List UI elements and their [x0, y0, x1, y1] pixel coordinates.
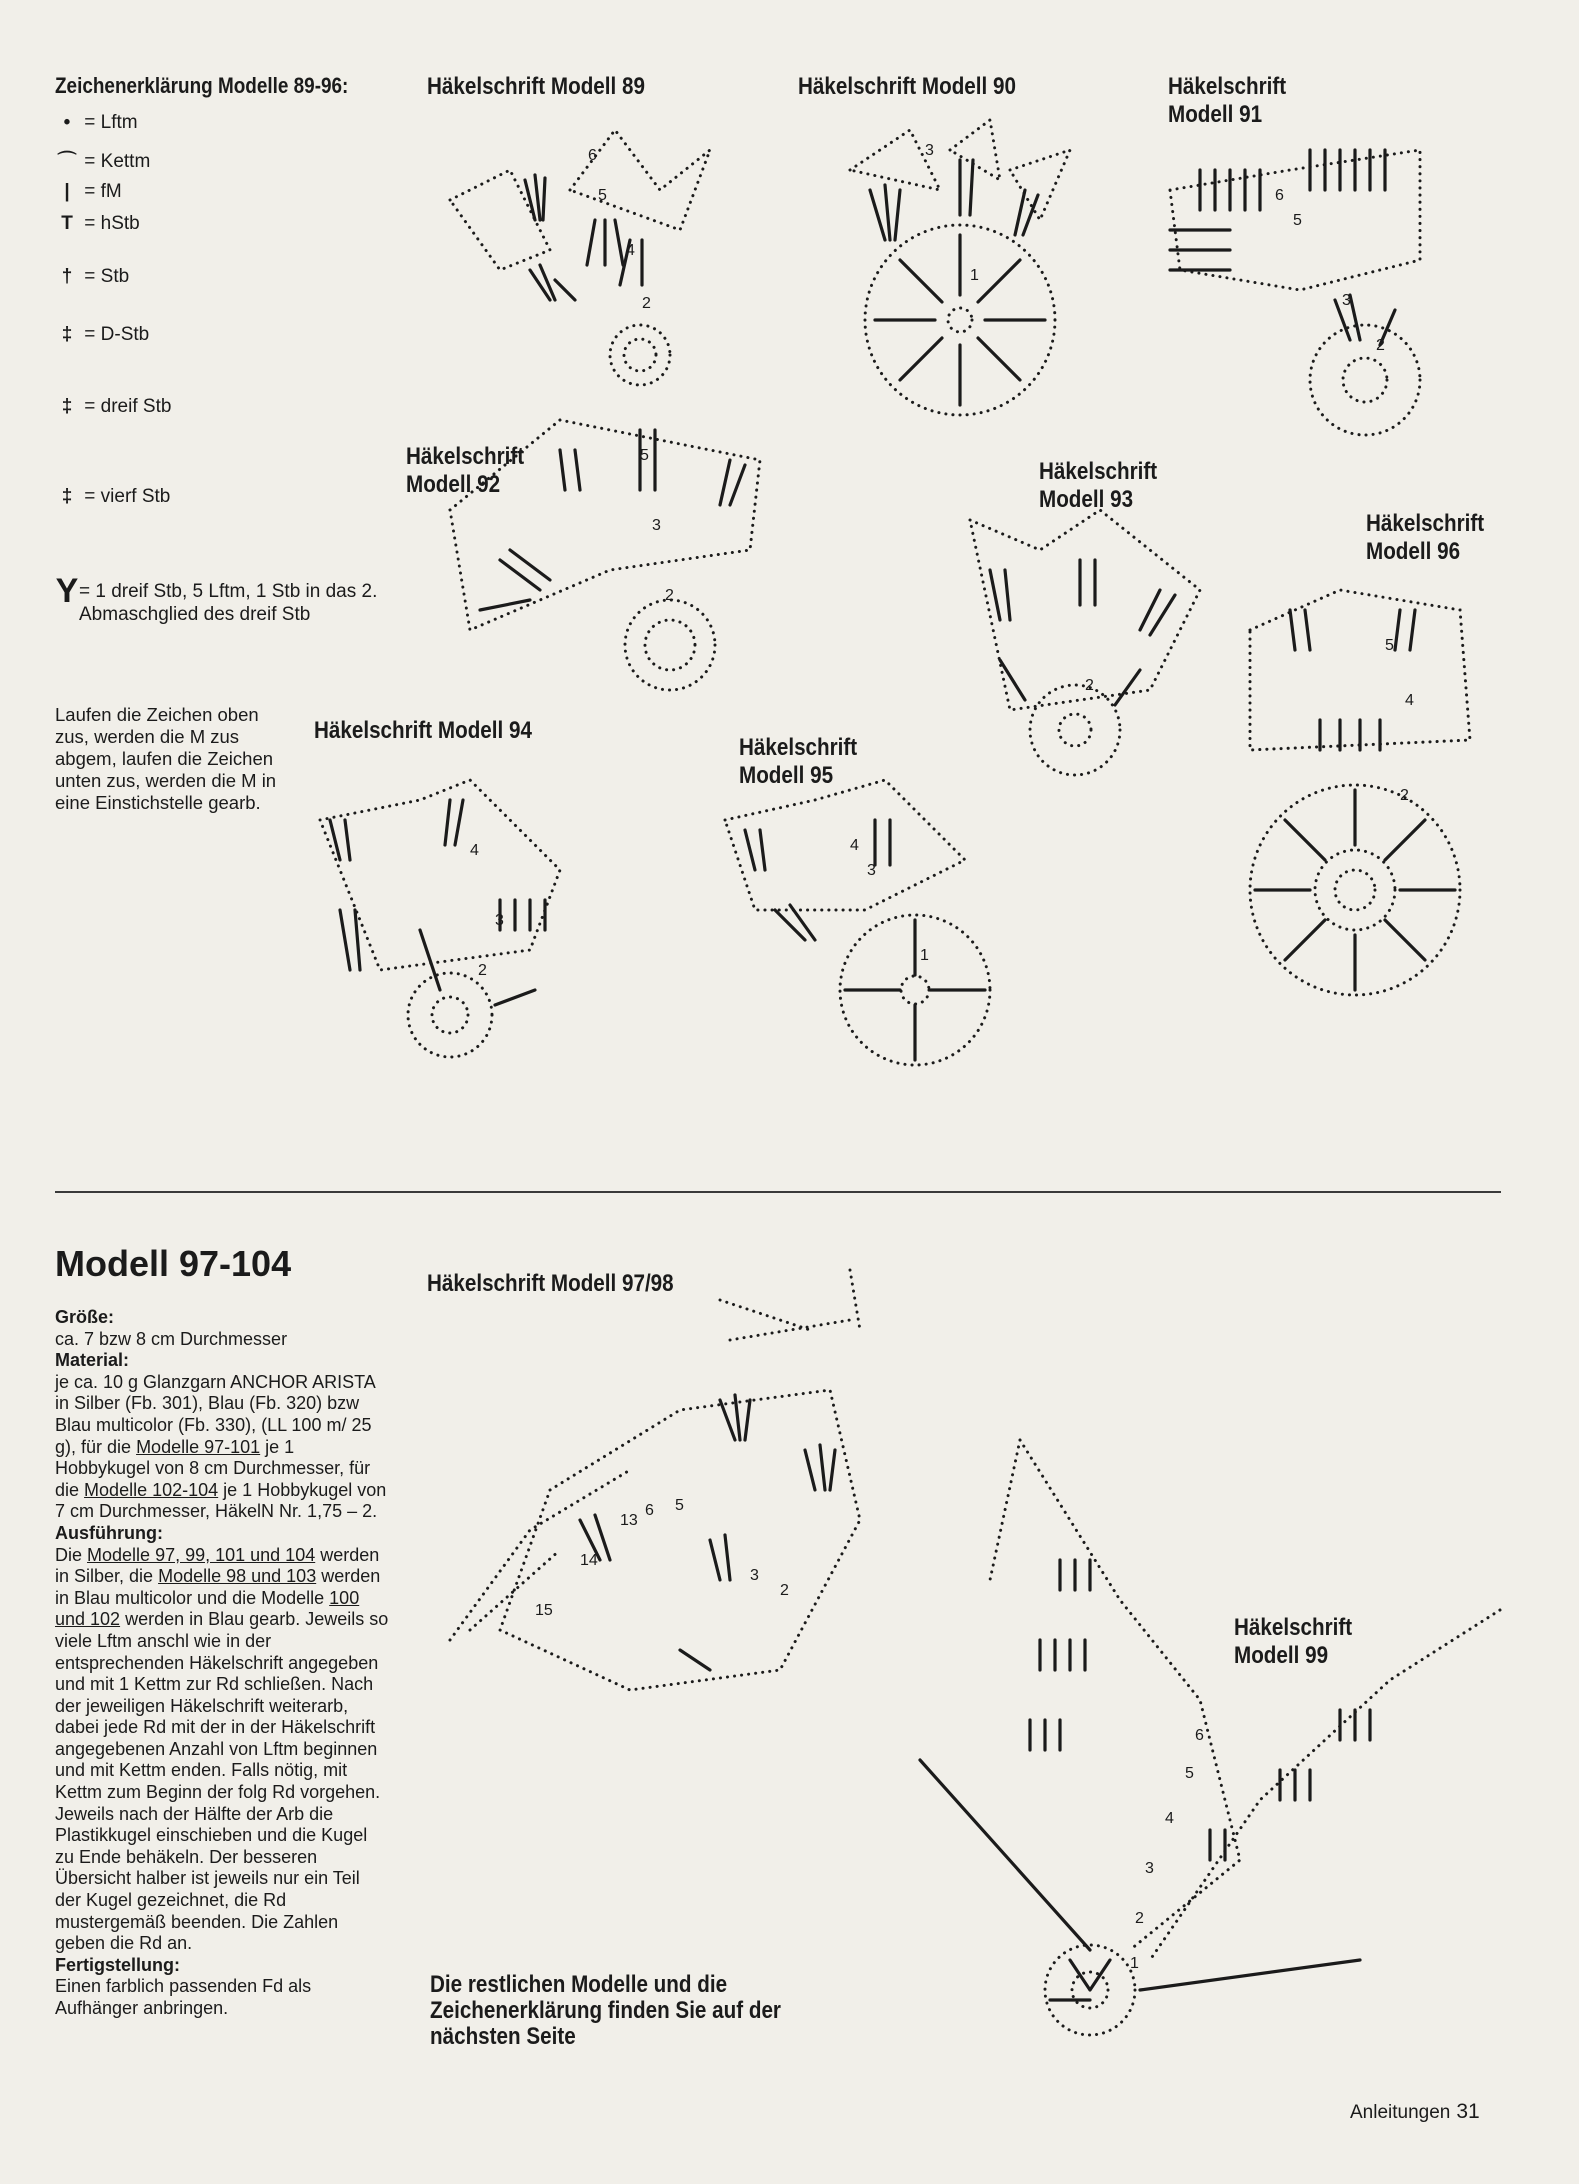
legend-item-kettm — [55, 146, 150, 173]
chain-stitch-icon: • — [63, 112, 71, 133]
svg-text:4: 4 — [1405, 692, 1414, 709]
legend-label: = vierf Stb — [84, 486, 171, 507]
diagram-label-97-98: Häkelschrift Modell 97/98 — [427, 1270, 674, 1297]
svg-text:14: 14 — [580, 1552, 598, 1569]
legend-item-vierf — [55, 486, 170, 508]
svg-text:3: 3 — [652, 517, 661, 534]
legend-label: = hStb — [84, 213, 140, 234]
svg-text:2: 2 — [1085, 677, 1094, 694]
slip-stitch-icon: ⌒ — [57, 151, 77, 172]
crochet-chart-92 — [440, 400, 790, 700]
page-number: 31 — [1456, 2100, 1480, 2123]
svg-text:5: 5 — [1293, 212, 1302, 229]
page-footer — [1350, 2100, 1480, 2124]
svg-text:13: 13 — [620, 1512, 638, 1529]
svg-text:2: 2 — [1135, 1910, 1144, 1927]
single-crochet-icon: | — [64, 181, 70, 202]
diagram-label-94: Häkelschrift Modell 94 — [314, 717, 532, 744]
svg-text:1: 1 — [1130, 1955, 1139, 1972]
treble-icon: ‡ — [61, 324, 73, 345]
heading-ausfuehrung: Ausführung: — [55, 1522, 163, 1543]
diagram-label-90: Häkelschrift Modell 90 — [798, 73, 1016, 100]
legend-item-dstb — [55, 324, 149, 346]
diagram-label-89: Häkelschrift Modell 89 — [427, 73, 645, 100]
text-ausfuehrung: Die Modelle 97, 99, 101 und 104 werden in Silber, die Modelle 98 und 103 werden in Blau multicolor und die Modelle 100 und 102 werden in Blau gearb. Jeweils so viele Lftm anschl wie in der entsprechenden Häkelschrift angegeben und mit 1 Kettm zur Rd schließen. Nach der jeweiligen Häkelschrift weiterarb, dabei jede Rd mit der in der Häkelschrift angegebenen Anzahl von Lftm beginnen und mit Kettm enden. Falls nötig, mit Kettm zum Beginn der folg Rd vorgehen. Jeweils nach der Hälfte der Arb die Plastikkugel einschieben und die Kugel zu Ende behäkeln. Der besseren Übersicht halber ist jeweils nur ein Teil der Kugel gezeichnet, die Rd mustergemäß beenden. Die Zahlen geben die Rd an. — [55, 1544, 389, 1954]
instructions-text — [55, 1307, 390, 2020]
crochet-chart-96 — [1230, 570, 1500, 1020]
triple-treble-icon: ‡ — [61, 396, 73, 417]
legend-item-hstb — [55, 213, 140, 235]
svg-text:2: 2 — [780, 1582, 789, 1599]
svg-text:5: 5 — [598, 187, 607, 204]
text-fertigstellung: Einen farblich passenden Fd als Aufhänger anbringen. — [55, 1976, 312, 2018]
svg-text:3: 3 — [1342, 292, 1351, 309]
svg-text:2: 2 — [1376, 337, 1385, 354]
diagram-label-96: Häkelschrift Modell 96 — [1366, 510, 1485, 565]
section-divider — [55, 1191, 1501, 1193]
crochet-chart-89 — [430, 110, 730, 410]
double-crochet-icon: † — [61, 266, 73, 287]
svg-text:2: 2 — [1400, 787, 1409, 804]
legend-item-dreif — [55, 396, 171, 418]
legend-label: = D-Stb — [84, 324, 150, 345]
crochet-chart-97-98 — [430, 1270, 910, 1740]
crochet-chart-94 — [300, 760, 640, 1070]
text-material: je ca. 10 g Glanzgarn ANCHOR ARISTA in Silber (Fb. 301), Blau (Fb. 320) bzw Blau multicolor (Fb. 330), (LL 100 m/ 25 g), für die Modelle 97-101 je 1 Hobbykugel von 8 cm Durchmesser, für die Modelle 102-104 je 1 Hobbykugel von 7 cm Durchmesser, HäkelN Nr. 1,75 – 2. — [55, 1371, 387, 1522]
svg-text:6: 6 — [1195, 1727, 1204, 1744]
legend-note: Laufen die Zeichen oben zus, werden die M zus abgem, laufen die Zeichen unten zus, werden die M in eine Einstichstelle gearb. — [55, 704, 277, 813]
svg-text:2: 2 — [478, 962, 487, 979]
footer-label: Anleitungen — [1350, 2102, 1451, 2123]
legend-label: = dreif Stb — [84, 396, 172, 417]
svg-text:3: 3 — [1145, 1860, 1154, 1877]
legend-item-stb — [55, 266, 129, 288]
svg-text:5: 5 — [1385, 637, 1394, 654]
svg-text:3: 3 — [925, 142, 934, 159]
svg-text:5: 5 — [675, 1497, 684, 1514]
legend-item-fm — [55, 181, 122, 203]
svg-text:15: 15 — [535, 1602, 553, 1619]
svg-text:3: 3 — [495, 912, 504, 929]
crochet-chart-90 — [830, 110, 1090, 430]
crochet-chart-93 — [950, 490, 1230, 790]
svg-text:2: 2 — [642, 295, 651, 312]
diagram-label-91: Häkelschrift Modell 91 — [1168, 73, 1287, 128]
svg-text:5: 5 — [1185, 1765, 1194, 1782]
half-double-icon: T — [61, 213, 73, 234]
svg-text:5: 5 — [640, 447, 649, 464]
crochet-chart-91 — [1150, 110, 1450, 460]
heading-material: Material: — [55, 1350, 130, 1371]
legend-title: Zeichenerklärung Modelle 89-96: — [55, 73, 349, 98]
svg-text:4: 4 — [1165, 1810, 1174, 1827]
svg-text:4: 4 — [470, 842, 479, 859]
diagram-label-93: Häkelschrift Modell 93 — [1039, 458, 1158, 513]
svg-text:2: 2 — [665, 587, 674, 604]
svg-text:6: 6 — [645, 1502, 654, 1519]
diagram-label-95: Häkelschrift Modell 95 — [739, 734, 858, 789]
heading-groesse: Größe: — [55, 1307, 115, 1327]
legend-label: = Stb — [84, 266, 130, 287]
svg-text:3: 3 — [750, 1567, 759, 1584]
closing-note: Die restlichen Modelle und die Zeichenerklärung finden Sie auf der nächsten Seite — [430, 1971, 781, 2050]
crochet-chart-95 — [715, 760, 1015, 1080]
diagram-label-92: Häkelschrift Modell 92 — [406, 443, 525, 498]
svg-text:4: 4 — [850, 837, 859, 854]
legend-label: = Kettm — [84, 151, 151, 172]
svg-text:1: 1 — [920, 947, 929, 964]
legend-item-y — [55, 572, 395, 640]
svg-text:3: 3 — [867, 862, 876, 879]
text-groesse: ca. 7 bzw 8 cm Durchmesser — [55, 1328, 288, 1349]
section-title: Modell 97-104 — [55, 1243, 292, 1284]
quadruple-treble-icon: ‡ — [61, 486, 73, 507]
y-stitch-icon: Y — [55, 572, 79, 610]
svg-text:4: 4 — [626, 242, 635, 259]
legend-label: = Lftm — [84, 112, 138, 133]
diagram-label-99: Häkelschrift Modell 99 — [1234, 1614, 1353, 1669]
crochet-chart-99 — [910, 1440, 1510, 2050]
legend-label: = 1 dreif Stb, 5 Lftm, 1 Stb in das 2. Abmaschglied des dreif Stb — [79, 581, 378, 625]
heading-fertigstellung: Fertigstellung: — [55, 1954, 180, 1975]
svg-text:6: 6 — [588, 147, 597, 164]
svg-text:6: 6 — [1275, 187, 1284, 204]
svg-text:1: 1 — [970, 267, 979, 284]
legend-item-lftm — [55, 112, 138, 134]
legend-label: = fM — [84, 181, 122, 202]
